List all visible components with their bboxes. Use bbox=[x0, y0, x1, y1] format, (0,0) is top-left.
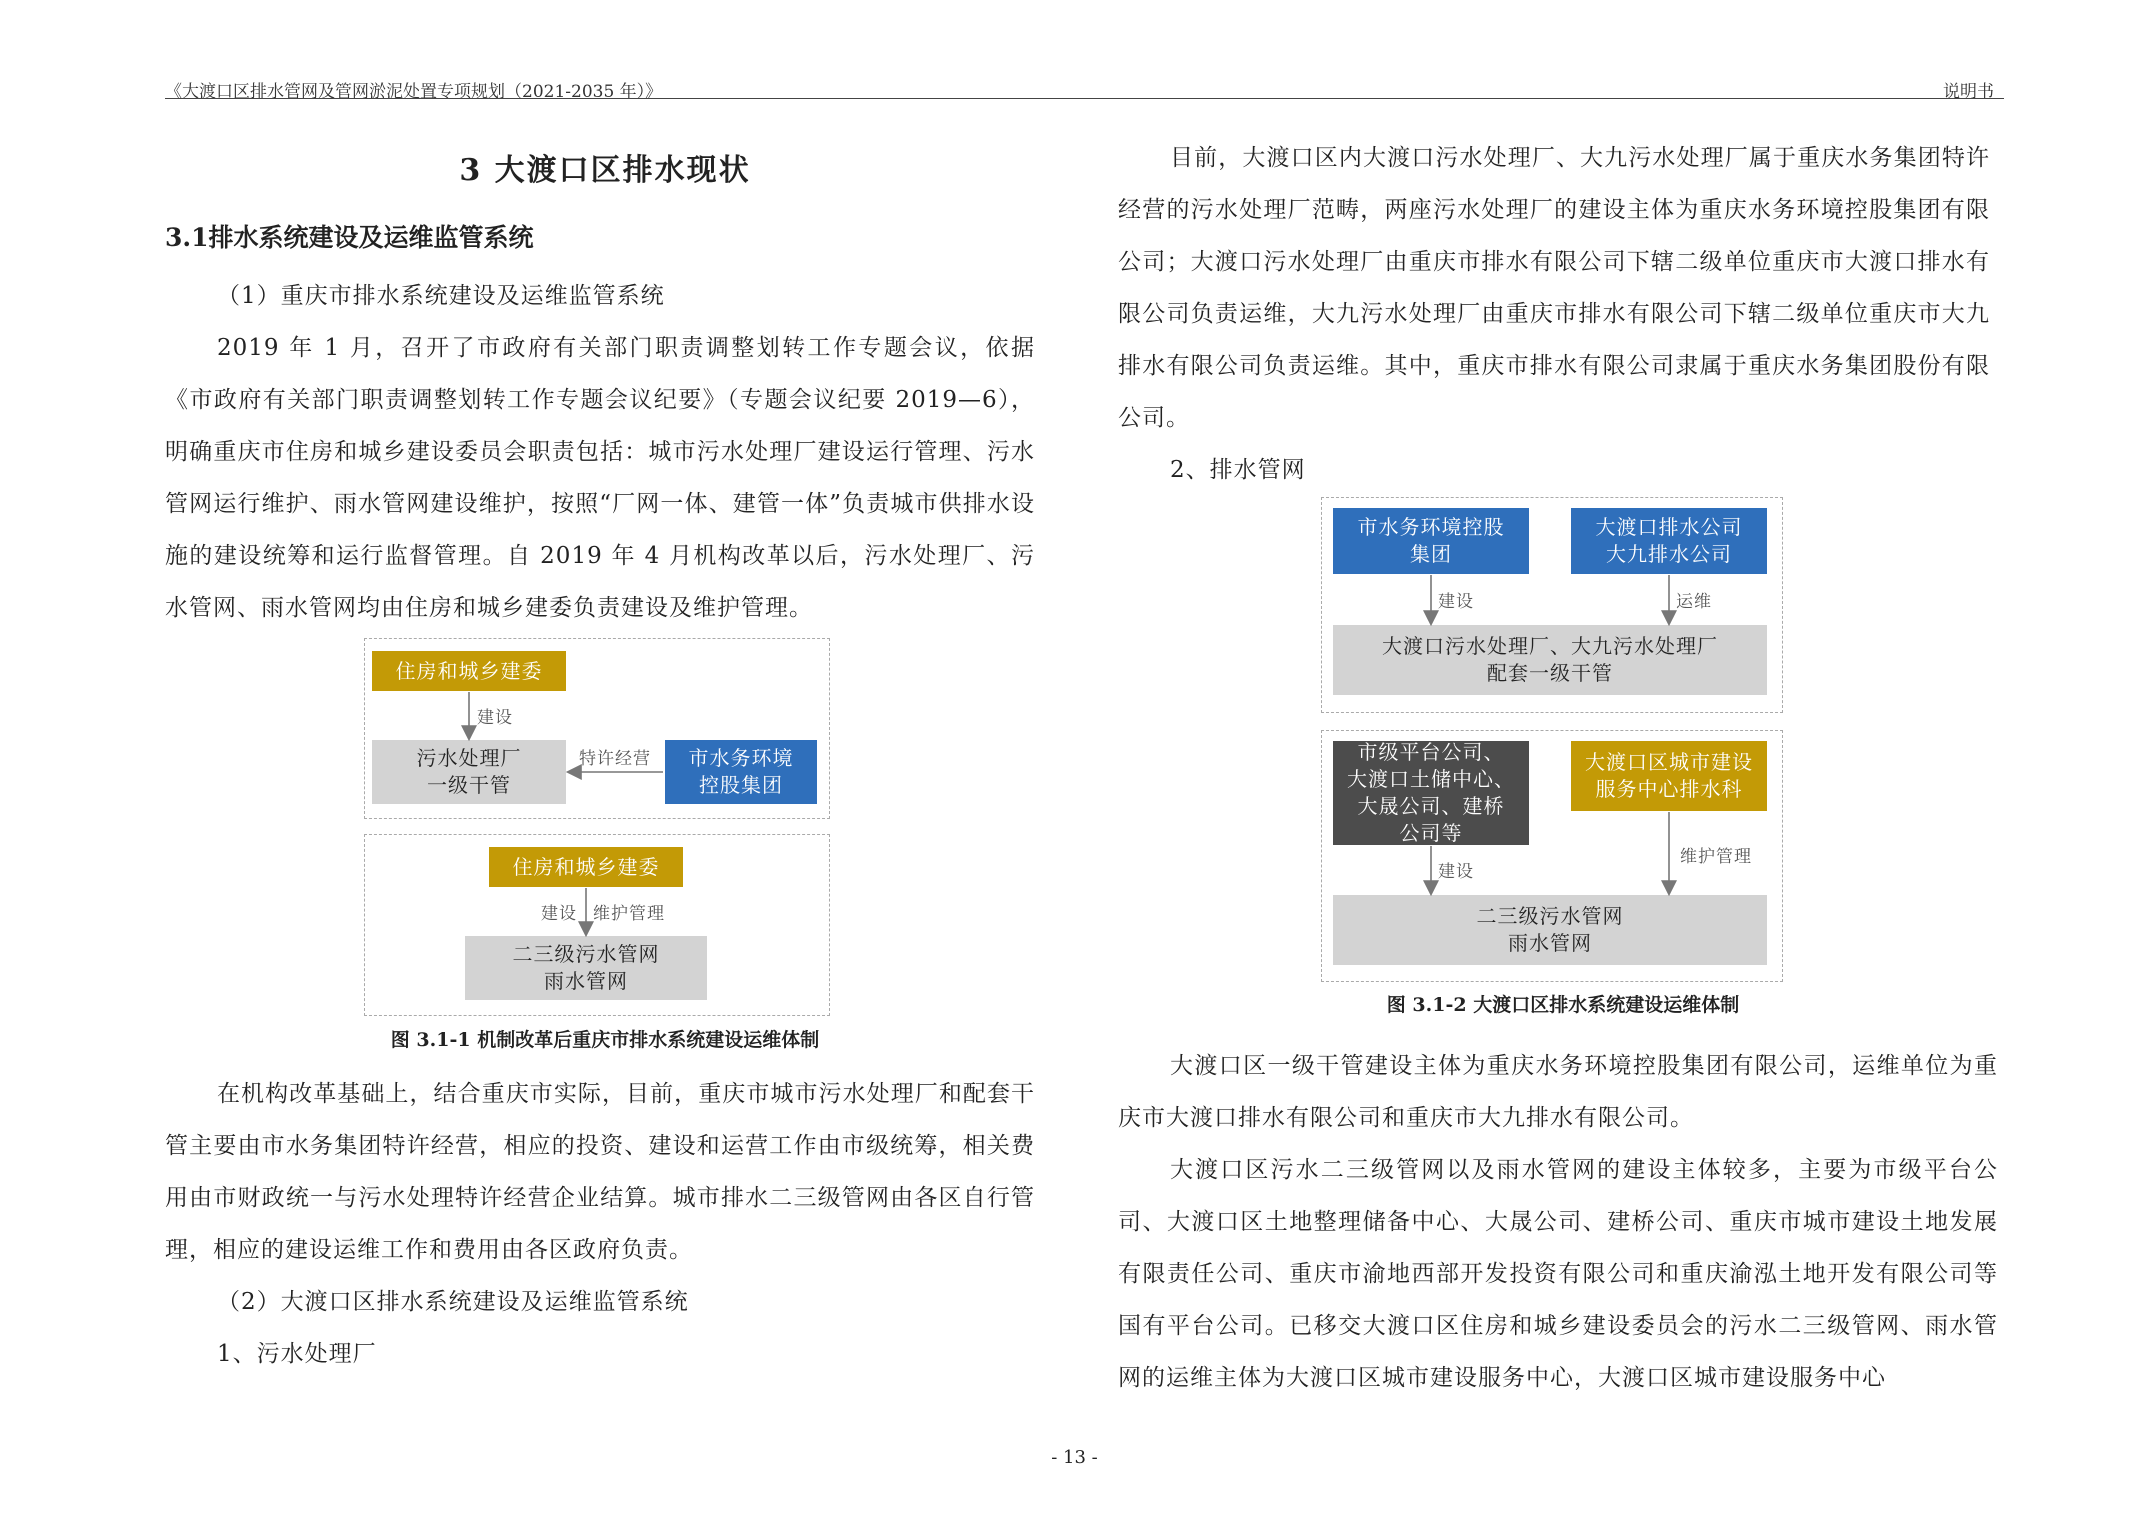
figure2-caption: 图 3.1-2 大渡口区排水系统建设运维体制 bbox=[1386, 994, 1740, 1016]
fig1-node-water-group: 市水务环境 控股集团 bbox=[665, 740, 817, 804]
subheading-dadukou: （2）大渡口区排水系统建设及运维监管系统 bbox=[217, 1289, 689, 1315]
fig1-node-network: 二三级污水管网 雨水管网 bbox=[465, 936, 707, 1000]
fig2-node-network: 二三级污水管网 雨水管网 bbox=[1333, 895, 1767, 965]
paragraph-secondary-network: 大渡口区污水二三级管网以及雨水管网的建设主体较多，主要为市级平台公司、大渡口区土地整理储备中心、大晟公司、建桥公司、重庆市城市建设土地发展有限责任公司、重庆市渝地西部开发投资有限公司和重庆渝泓土地开发有限公司等国有平台公司。已移交大渡口区住房和城乡建设委员会的污水二三级管网、雨水管网的运维主体为大渡口区城市建设服务中心，大渡口区城市建设服务中心 bbox=[1118, 1157, 1998, 1391]
fig2-edge-label-maintain: 维护管理 bbox=[1680, 847, 1752, 867]
subheading-sewage-plant: 1、污水处理厂 bbox=[217, 1341, 377, 1367]
page-number: - 13 - bbox=[1051, 1447, 1098, 1468]
fig1-edge-label-franchise: 特许经营 bbox=[579, 749, 651, 769]
fig2-node-drainage-companies: 大渡口排水公司 大九排水公司 bbox=[1571, 508, 1767, 574]
subheading-drainage-network: 2、排水管网 bbox=[1170, 457, 1306, 483]
fig2-arrows bbox=[1118, 0, 2008, 1100]
chapter-title: 3 大渡口区排水现状 bbox=[459, 153, 751, 188]
fig1-edge-label-maintain: 维护管理 bbox=[593, 904, 665, 924]
fig1-node-housing-committee: 住房和城乡建委 bbox=[372, 651, 566, 691]
subheading-chongqing: （1）重庆市排水系统建设及运维监管系统 bbox=[217, 283, 665, 309]
fig1-edge-label-build: 建设 bbox=[477, 708, 513, 728]
paragraph-trunk-pipes: 大渡口区一级干管建设主体为重庆水务环境控股集团有限公司，运维单位为重庆市大渡口排水有限公司和重庆市大九排水有限公司。 bbox=[1118, 1053, 1998, 1131]
fig1-node-housing-committee-2: 住房和城乡建委 bbox=[489, 847, 683, 887]
fig2-node-plants: 大渡口污水处理厂、大九污水处理厂 配套一级干管 bbox=[1333, 625, 1767, 695]
paragraph-reform: 2019 年 1 月，召开了市政府有关部门职责调整划转工作专题会议，依据《市政府有关部门职责调整划转工作专题会议纪要》（专题会议纪要 2019—6），明确重庆市住房和城乡建设委员会职责包括：城市污水处理厂建设运行管理、污水管网运行维护、雨水管网建设维护，按照“厂网一体、建管一体”负责城市供排水设施的建设统筹和运行监督管理。自 2019 年 4 月机构改革以后，污水处理厂、污水管网、雨水管网均由住房和城乡建委负责建设及维护管理。 bbox=[165, 335, 1035, 621]
running-header-doc-type: 说明书 bbox=[1943, 82, 1994, 102]
fig2-edge-label-build-2: 建设 bbox=[1438, 862, 1474, 882]
paragraph-current-status: 在机构改革基础上，结合重庆市实际，目前，重庆市城市污水处理厂和配套干管主要由市水务集团特许经营，相应的投资、建设和运营工作由市级统筹，相关费用由市财政统一与污水处理特许经营企业结算。城市排水二三级管网由各区自行管理，相应的建设运维工作和费用由各区政府负责。 bbox=[165, 1081, 1035, 1263]
fig2-node-water-group: 市水务环境控股 集团 bbox=[1333, 508, 1529, 574]
figure1-caption: 图 3.1-1 机制改革后重庆市排水系统建设运维体制 bbox=[390, 1029, 820, 1051]
fig2-edge-label-operate: 运维 bbox=[1676, 592, 1712, 612]
fig2-edge-label-build: 建设 bbox=[1438, 592, 1474, 612]
running-header-title: 《大渡口区排水管网及管网淤泥处置专项规划（2021-2035 年）》 bbox=[165, 82, 663, 102]
paragraph-plants: 目前，大渡口区内大渡口污水处理厂、大九污水处理厂属于重庆水务集团特许经营的污水处理厂范畴，两座污水处理厂的建设主体为重庆水务环境控股集团有限公司；大渡口污水处理厂由重庆市排水有限公司下辖二级单位重庆市大渡口排水有限公司负责运维，大九污水处理厂由重庆市排水有限公司下辖二级单位重庆市大九排水有限公司负责运维。其中，重庆市排水有限公司隶属于重庆水务集团股份有限公司。 bbox=[1118, 145, 1990, 431]
fig2-node-service-center: 大渡口区城市建设 服务中心排水科 bbox=[1571, 741, 1767, 811]
fig1-node-sewage-plant: 污水处理厂 一级干管 bbox=[372, 740, 566, 804]
fig2-node-platforms: 市级平台公司、 大渡口土储中心、 大晟公司、建桥 公司等 bbox=[1333, 741, 1529, 845]
fig1-arrows bbox=[165, 0, 1045, 1100]
fig1-edge-label-build-2: 建设 bbox=[541, 904, 577, 924]
section-title: 3.1排水系统建设及运维监管系统 bbox=[165, 223, 534, 252]
